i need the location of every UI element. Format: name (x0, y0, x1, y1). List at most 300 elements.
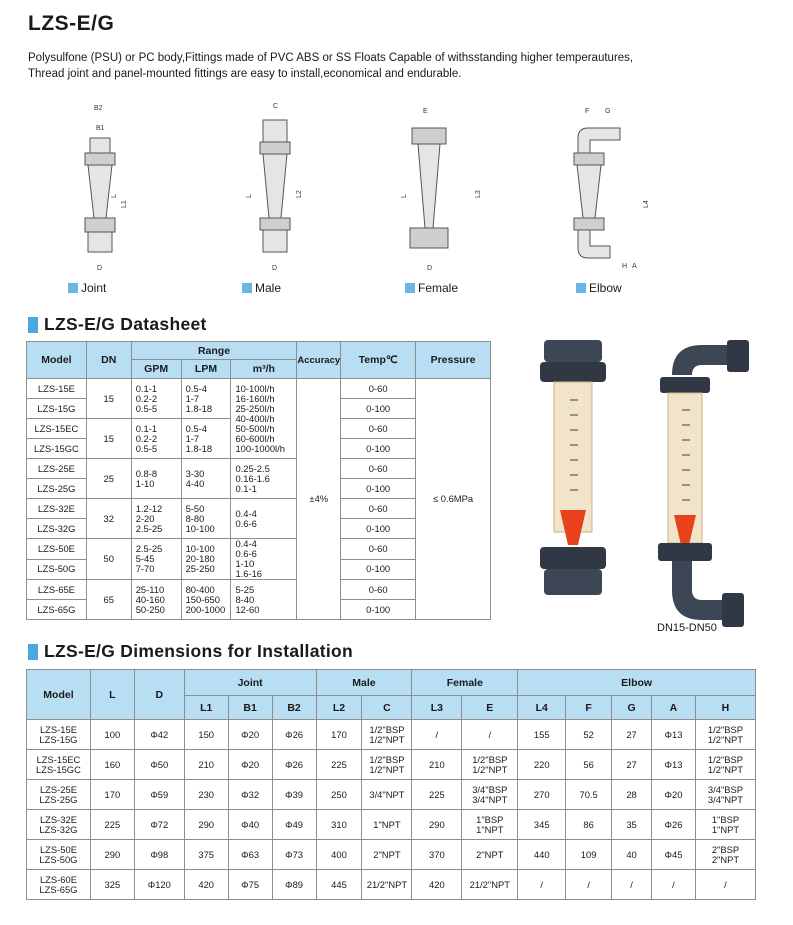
table-cell-d: Φ72 (134, 810, 184, 840)
col-c: C (362, 696, 412, 720)
table-cell-g: 40 (612, 840, 652, 870)
value-line: 1.6-16 (235, 568, 263, 579)
table-cell-gpm (131, 419, 181, 459)
female-dim-l3: L3 (475, 190, 482, 198)
table-row (27, 840, 756, 870)
table-cell-l2: 225 (316, 750, 362, 780)
table-cell-temp: 0-60 (341, 539, 416, 560)
value-line: 0.5-4 (185, 382, 207, 394)
value-line: 0.2-2 (135, 432, 158, 444)
value-line: 5-25 (235, 583, 255, 595)
col-b2: B2 (272, 696, 316, 720)
table-cell-dn: 15 (86, 419, 131, 459)
value-line: 1"NPT (476, 823, 504, 835)
value-line: 3/4"NPT (472, 793, 508, 805)
value-line: 0.5-4 (185, 422, 207, 434)
table-cell-model: LZS-15E (27, 379, 87, 399)
table-cell-l2: 445 (316, 870, 362, 900)
caption-male-label: Male (255, 281, 282, 295)
table-cell-e (462, 750, 518, 780)
joint-dim-b1: B1 (96, 125, 105, 132)
table-cell-c (362, 870, 412, 900)
table-cell-g: 27 (612, 750, 652, 780)
caption-joint (68, 281, 106, 295)
table-cell-b2: Φ26 (272, 720, 316, 750)
table-cell-b2: Φ89 (272, 870, 316, 900)
table-cell-e (462, 870, 518, 900)
table-cell-l2: 250 (316, 780, 362, 810)
table-cell-b2: Φ39 (272, 780, 316, 810)
dimensions-title: LZS-E/G Dimensions for Installation (44, 641, 353, 661)
elbow-dim-h: H (622, 263, 628, 270)
table-cell-temp: 0-60 (341, 499, 416, 519)
table-cell-l: 100 (90, 720, 134, 750)
value-line: 60-600l/h (235, 432, 275, 444)
dimensions-body (27, 720, 756, 900)
value-line: 1"NPT (711, 823, 740, 835)
elbow-dim-l4: L4 (643, 200, 650, 208)
table-row (27, 870, 756, 900)
value-line: 20-180 (185, 553, 215, 564)
table-cell-temp: 0-100 (341, 559, 416, 580)
col-model: Model (27, 342, 87, 379)
value-line: 7-70 (135, 563, 155, 574)
value-line: 1"NPT (373, 818, 401, 830)
product-photo (522, 335, 772, 635)
table-cell-l3: 225 (412, 780, 462, 810)
table-cell-b2: Φ49 (272, 810, 316, 840)
value-line: / (488, 728, 492, 740)
table-cell-f: 109 (566, 840, 612, 870)
table-cell-model: LZS-32E (27, 499, 87, 519)
table-cell-l1: 210 (184, 750, 228, 780)
table-cell-b1: Φ63 (228, 840, 272, 870)
table-cell-model: LZS-32G (27, 519, 87, 539)
joint-dim-d: D (97, 265, 103, 272)
table-cell-l4: 270 (518, 780, 566, 810)
table-cell-temp: 0-100 (341, 479, 416, 499)
table-cell-a: Φ13 (652, 750, 696, 780)
value-line: 200-1000 (185, 603, 226, 615)
value-line: 1"BSP (711, 813, 740, 825)
table-cell-model (27, 810, 91, 840)
value-line: 40-400l/h (235, 412, 275, 424)
table-cell-l: 160 (90, 750, 134, 780)
table-cell-temp: 0-100 (341, 519, 416, 539)
table-cell-temp: 0-100 (341, 439, 416, 459)
table-cell-l1: 290 (184, 810, 228, 840)
value-line: 3-30 (185, 467, 205, 479)
male-dim-c: C (273, 103, 279, 110)
female-dim-e: E (423, 108, 428, 115)
elbow-diagram (560, 98, 660, 278)
datasheet-title: LZS-E/G Datasheet (44, 314, 207, 334)
value-line: 1/2"NPT (472, 763, 508, 775)
table-cell-m3h (231, 580, 297, 620)
table-cell-a: Φ45 (652, 840, 696, 870)
table-cell-accuracy: ±4% (297, 379, 341, 620)
value-line: 1"BSP (476, 813, 504, 825)
value-line: LZS-65G (39, 883, 78, 895)
value-line: 25-250 (185, 563, 215, 574)
table-cell-model: LZS-15G (27, 399, 87, 419)
value-line: 1/2"BSP (472, 753, 508, 765)
value-line: 8-80 (185, 512, 205, 524)
value-line: 0.2-2 (135, 392, 158, 404)
table-cell-m3h (231, 379, 297, 459)
joint-dim-l1: L1 (121, 200, 128, 208)
col-gpm: GPM (131, 360, 181, 379)
value-line: 50-500l/h (235, 422, 275, 434)
value-line: 1/2"BSP (707, 753, 744, 765)
table-cell-lpm (181, 459, 231, 499)
col-range: Range (131, 342, 297, 360)
description-line-1: Polysulfone (PSU) or PC body,Fittings made of PVC ABS or SS Floats Capable of withsstanding higher temperautures, (28, 52, 634, 64)
table-cell-d: Φ120 (134, 870, 184, 900)
value-line: 1-7 (185, 432, 200, 444)
section-bar-icon (28, 644, 38, 660)
table-cell-h (695, 750, 755, 780)
male-diagram (235, 98, 315, 278)
col-e: E (462, 696, 518, 720)
table-cell-c (362, 720, 412, 750)
table-cell-b2: Φ26 (272, 750, 316, 780)
table-cell-dn: 65 (86, 580, 131, 620)
caption-female-label: Female (418, 281, 459, 295)
value-line: 10-100l/h (235, 382, 275, 394)
value-line: 8-40 (235, 593, 255, 605)
table-cell-gpm (131, 459, 181, 499)
caption-female (405, 281, 458, 295)
table-cell-temp: 0-60 (341, 580, 416, 600)
table-cell-d: Φ42 (134, 720, 184, 750)
table-cell-gpm (131, 379, 181, 419)
value-line: 3/4"NPT (707, 793, 744, 805)
datasheet-table (26, 341, 491, 620)
value-line: LZS-32E (39, 813, 77, 825)
caption-joint-label: Joint (81, 281, 107, 295)
value-line: 150-650 (185, 593, 220, 605)
table-cell-temp: 0-100 (341, 600, 416, 620)
table-cell-model: LZS-65E (27, 580, 87, 600)
male-dim-d: D (272, 265, 278, 272)
table-cell-lpm (181, 379, 231, 419)
value-line: 3/4"BSP (707, 783, 744, 795)
value-line: 1-7 (185, 392, 200, 404)
col-l3: L3 (412, 696, 462, 720)
flowmeter-straight (540, 340, 606, 595)
female-dim-l: L (401, 194, 408, 198)
bullet-square-icon (576, 283, 586, 293)
value-line: 0.6-6 (235, 548, 257, 559)
value-line: 100-1000l/h (235, 442, 285, 454)
value-line: LZS-15G (39, 733, 78, 745)
table-cell-c (362, 810, 412, 840)
value-line: 40-160 (135, 593, 165, 605)
value-line: 50-250 (135, 603, 165, 615)
table-cell-dn: 32 (86, 499, 131, 539)
table-cell-l4: 440 (518, 840, 566, 870)
value-line: 1/2"NPT (707, 763, 744, 775)
table-cell-l2: 170 (316, 720, 362, 750)
table-cell-l3: 290 (412, 810, 462, 840)
table-cell-h (695, 810, 755, 840)
table-cell-e (462, 810, 518, 840)
value-line: 12-60 (235, 603, 260, 615)
table-cell-dn: 25 (86, 459, 131, 499)
value-line: 1/2"NPT (369, 733, 405, 745)
col-l4: L4 (518, 696, 566, 720)
description (28, 50, 768, 82)
table-cell-l3: 210 (412, 750, 462, 780)
table-cell-h (695, 840, 755, 870)
value-line: 0.4-4 (235, 507, 257, 519)
value-line: 3/4"BSP (472, 783, 508, 795)
table-cell-model (27, 840, 91, 870)
table-cell-l: 225 (90, 810, 134, 840)
value-line: 0.5-5 (135, 442, 158, 454)
table-cell-lpm (181, 539, 231, 580)
value-line: 1.2-12 (135, 502, 163, 514)
table-cell-g: 27 (612, 720, 652, 750)
table-row (27, 750, 756, 780)
value-line: 1/2"NPT (369, 763, 405, 775)
value-line: 16-160l/h (235, 392, 275, 404)
value-line: 1-10 (235, 558, 255, 569)
table-cell-gpm (131, 539, 181, 580)
table-cell-c (362, 780, 412, 810)
table-cell-b1: Φ75 (228, 870, 272, 900)
value-line: 21/2"NPT (469, 878, 510, 890)
caption-elbow-label: Elbow (589, 281, 622, 295)
table-cell-l2: 310 (316, 810, 362, 840)
col-a: A (652, 696, 696, 720)
table-cell-lpm (181, 499, 231, 539)
value-line: 0.1-1 (235, 482, 257, 494)
table-cell-model: LZS-50E (27, 539, 87, 560)
value-line: LZS-15E (39, 723, 77, 735)
table-cell-temp: 0-100 (341, 399, 416, 419)
table-cell-lpm (181, 419, 231, 459)
value-line: 1.8-18 (185, 442, 213, 454)
table-cell-l: 290 (90, 840, 134, 870)
col-dn: DN (86, 342, 131, 379)
table-cell-gpm (131, 499, 181, 539)
table-cell-g: / (612, 870, 652, 900)
table-cell-b1: Φ32 (228, 780, 272, 810)
value-line: 2"NPT (373, 848, 401, 860)
value-line: 2-20 (135, 512, 155, 524)
value-line: LZS-15EC (36, 753, 81, 765)
table-cell-d: Φ50 (134, 750, 184, 780)
dimensions-table (26, 669, 756, 900)
table-cell-a: Φ26 (652, 810, 696, 840)
value-line: 1-10 (135, 477, 155, 489)
table-cell-c (362, 750, 412, 780)
table-cell-c (362, 840, 412, 870)
col-d: D (134, 670, 184, 720)
value-line: LZS-15GC (36, 763, 81, 775)
table-cell-d: Φ59 (134, 780, 184, 810)
col-model: Model (27, 670, 91, 720)
col-group-joint: Joint (184, 670, 316, 696)
joint-dim-b2: B2 (94, 105, 103, 112)
elbow-dim-a: A (632, 263, 637, 270)
photo-caption: DN15-DN50 (657, 622, 717, 634)
table-cell-model: LZS-25E (27, 459, 87, 479)
table-cell-m3h (231, 499, 297, 539)
value-line: 1.8-18 (185, 402, 213, 414)
table-cell-l4: 220 (518, 750, 566, 780)
value-line: 0.1-1 (135, 382, 158, 394)
value-line: 10-100 (185, 522, 215, 534)
table-cell-l2: 400 (316, 840, 362, 870)
table-cell-a: Φ20 (652, 780, 696, 810)
value-line: 2"NPT (711, 853, 740, 865)
joint-dim-l: L (111, 194, 118, 198)
table-cell-f: 70.5 (566, 780, 612, 810)
table-cell-l4: 155 (518, 720, 566, 750)
value-line: 0.25-2.5 (235, 462, 270, 474)
table-cell-a: / (652, 870, 696, 900)
table-cell-model (27, 720, 91, 750)
table-cell-gpm (131, 580, 181, 620)
table-cell-m3h (231, 459, 297, 499)
value-line: 0.16-1.6 (235, 472, 270, 484)
value-line: 1/2"BSP (707, 723, 744, 735)
value-line: 21/2"NPT (366, 878, 408, 890)
col-g: G (612, 696, 652, 720)
col-h: H (695, 696, 755, 720)
col-l2: L2 (316, 696, 362, 720)
value-line: LZS-32G (39, 823, 78, 835)
table-cell-lpm (181, 580, 231, 620)
value-line: 0.5-5 (135, 402, 158, 414)
table-cell-f: 86 (566, 810, 612, 840)
table-cell-l1: 420 (184, 870, 228, 900)
section-bar-icon (28, 317, 38, 333)
value-line: 2.5-25 (135, 543, 163, 554)
table-cell-dn: 50 (86, 539, 131, 580)
diagram-row (50, 98, 770, 303)
table-cell-e (462, 780, 518, 810)
col-accuracy: Accuracy (297, 342, 341, 379)
value-line: 10-100 (185, 543, 215, 554)
female-diagram (390, 98, 490, 278)
datasheet-section-title (28, 314, 207, 335)
value-line: LZS-50G (39, 853, 78, 865)
value-line: LZS-60E (39, 873, 77, 885)
value-line: 1/2"BSP (369, 723, 405, 735)
table-cell-b1: Φ20 (228, 720, 272, 750)
col-f: F (566, 696, 612, 720)
value-line: LZS-50E (39, 843, 77, 855)
value-line: 2"NPT (476, 848, 504, 860)
caption-male (242, 281, 281, 295)
table-cell-m3h (231, 539, 297, 580)
table-cell-g: 28 (612, 780, 652, 810)
value-line: 0.8-8 (135, 467, 158, 479)
caption-elbow (576, 281, 622, 295)
table-cell-l3: 420 (412, 870, 462, 900)
table-cell-temp: 0-60 (341, 419, 416, 439)
table-cell-h (695, 780, 755, 810)
value-line: 1/2"NPT (707, 733, 744, 745)
table-cell-model (27, 780, 91, 810)
value-line: 0.1-1 (135, 422, 158, 434)
table-cell-b1: Φ20 (228, 750, 272, 780)
table-cell-h (695, 870, 755, 900)
value-line: 0.6-6 (235, 517, 257, 529)
value-line: LZS-25G (39, 793, 78, 805)
col-group-elbow: Elbow (518, 670, 756, 696)
value-line: / (724, 878, 727, 890)
description-line-2: Thread joint and panel-mounted fittings are easy to install,economical and endurable. (28, 68, 462, 80)
col-group-male: Male (316, 670, 412, 696)
table-cell-l4: / (518, 870, 566, 900)
table-cell-model: LZS-15EC (27, 419, 87, 439)
flowmeter-elbow (658, 340, 749, 627)
table-row (27, 780, 756, 810)
col-l1: L1 (184, 696, 228, 720)
table-cell-l3: 370 (412, 840, 462, 870)
table-cell-model: LZS-65G (27, 600, 87, 620)
table-cell-e (462, 720, 518, 750)
table-cell-l: 325 (90, 870, 134, 900)
table-cell-g: 35 (612, 810, 652, 840)
table-cell-dn: 15 (86, 379, 131, 419)
bullet-square-icon (242, 283, 252, 293)
value-line: 2.5-25 (135, 522, 163, 534)
table-cell-f: 56 (566, 750, 612, 780)
bullet-square-icon (405, 283, 415, 293)
table-cell-l1: 375 (184, 840, 228, 870)
table-cell-l4: 345 (518, 810, 566, 840)
male-dim-l: L (246, 194, 253, 198)
table-cell-l3: / (412, 720, 462, 750)
table-cell-temp: 0-60 (341, 459, 416, 479)
col-temp: Temp℃ (341, 342, 416, 379)
value-line: 4-40 (185, 477, 205, 489)
table-cell-model: LZS-50G (27, 559, 87, 580)
value-line: 0.4-4 (235, 538, 257, 549)
elbow-dim-g: G (605, 108, 611, 115)
female-dim-d: D (427, 265, 433, 272)
table-row (27, 720, 756, 750)
table-cell-pressure: ≤ 0.6MPa (416, 379, 491, 620)
page-title: LZS-E/G (28, 12, 115, 35)
elbow-dim-f: F (585, 108, 590, 115)
value-line: 5-50 (185, 502, 205, 514)
bullet-square-icon (68, 283, 78, 293)
value-line: 80-400 (185, 583, 215, 595)
table-cell-d: Φ98 (134, 840, 184, 870)
table-cell-h (695, 720, 755, 750)
col-pressure: Pressure (416, 342, 491, 379)
table-cell-e (462, 840, 518, 870)
table-cell-b1: Φ40 (228, 810, 272, 840)
col-b1: B1 (228, 696, 272, 720)
table-cell-model (27, 870, 91, 900)
col-lpm: LPM (181, 360, 231, 379)
table-cell-a: Φ13 (652, 720, 696, 750)
table-cell-l1: 150 (184, 720, 228, 750)
table-cell-f: 52 (566, 720, 612, 750)
male-dim-l2: L2 (296, 190, 303, 198)
value-line: 25-250l/h (235, 402, 275, 414)
table-cell-l1: 230 (184, 780, 228, 810)
value-line: LZS-25E (39, 783, 77, 795)
